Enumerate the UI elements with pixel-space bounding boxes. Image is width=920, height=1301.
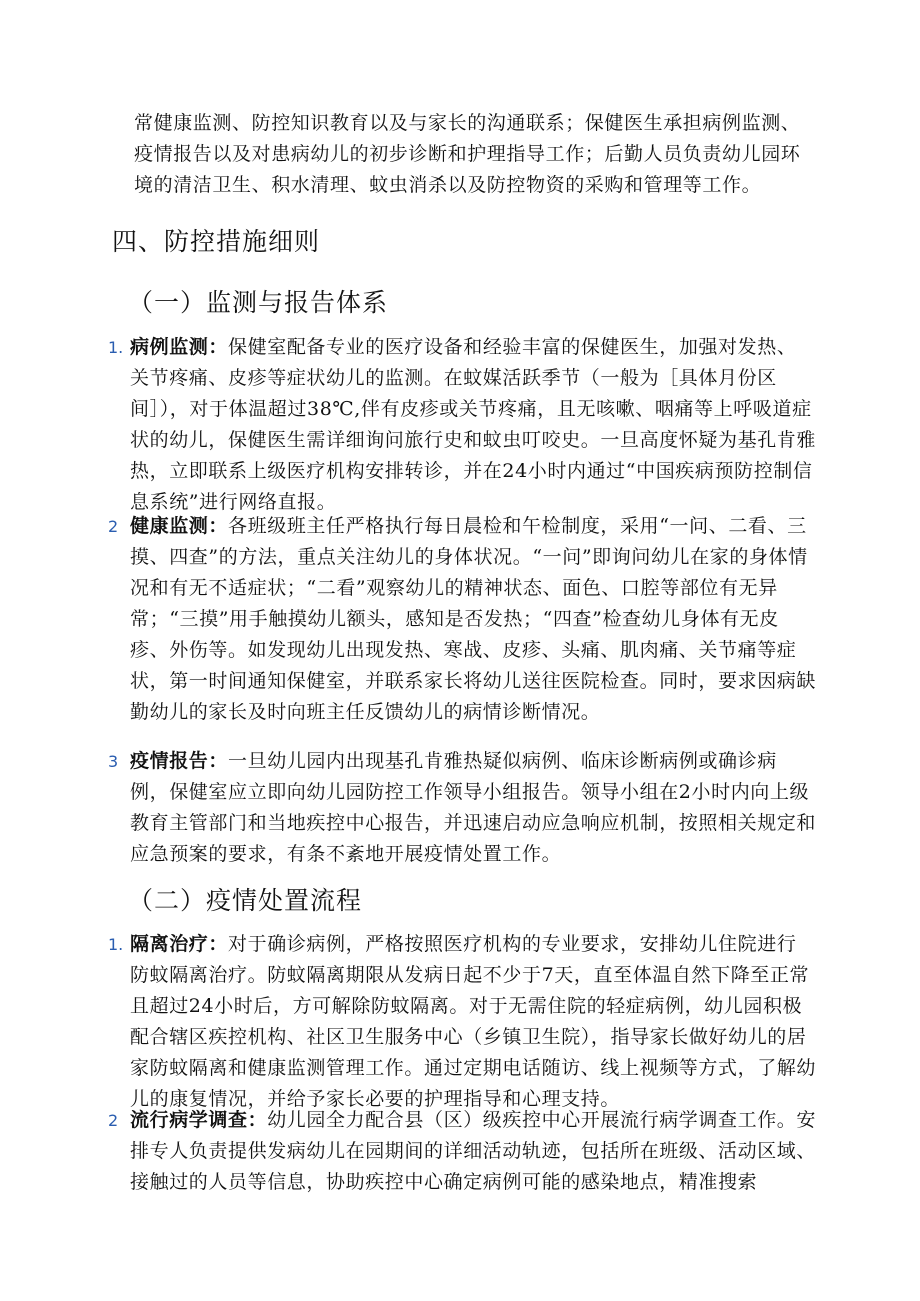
list-item-body: 幼儿园全力配合县（区）级疾控中心开展流行病学调查工作。安排专人负责提供发病幼儿在园期间的详细活动轨迹，包括所在班级、活动区域、接触过的人员等信息，协助疾控中心确定病例可能的感染地点，精准搜索 <box>130 1109 817 1193</box>
subsection-heading-1: （一）监测与报告体系 <box>128 288 389 317</box>
list-item-title: 健康监测： <box>130 515 229 537</box>
list-item-title: 隔离治疗： <box>130 933 229 955</box>
list-item-monitoring-cases <box>108 332 816 518</box>
list-number: 3 <box>108 752 119 771</box>
list-number: 1. <box>108 338 124 357</box>
list-number: 2 <box>108 1111 119 1130</box>
list-item-text <box>130 511 816 728</box>
list-item-text <box>130 332 816 518</box>
list-item-health-monitoring <box>108 511 816 728</box>
list-item-text <box>130 929 816 1115</box>
list-number: 2 <box>108 517 119 536</box>
list-item-text <box>130 746 816 870</box>
list-item-isolation-treatment <box>108 929 816 1115</box>
list-item-title: 疫情报告： <box>130 750 229 772</box>
subsection-heading-2: （二）疫情处置流程 <box>128 886 363 915</box>
list-item-title: 流行病学调查： <box>130 1109 268 1131</box>
list-item-body: 一旦幼儿园内出现基孔肯雅热疑似病例、临床诊断病例或确诊病例，保健室应立即向幼儿园防控工作领导小组报告。领导小组在2小时内向上级教育主管部门和当地疾控中心报告，并迅速启动应急响应机制，按照相关规定和应急预案的要求，有条不紊地开展疫情处置工作。 <box>130 750 817 865</box>
list-item-body: 对于确诊病例，严格按照医疗机构的专业要求，安排幼儿住院进行防蚊隔离治疗。防蚊隔离期限从发病日起不少于7天，直至体温自然下降至正常且超过24小时后，方可解除防蚊隔离。对于无需住院的轻症病例，幼儿园积极配合辖区疾控机构、社区卫生服务中心（乡镇卫生院），指导家长做好幼儿的居家防蚊隔离和健康监测管理工作。通过定期电话随访、线上视频等方式，了解幼儿的康复情况，并给予家长必要的护理指导和心理支持。 <box>130 933 817 1110</box>
list-item-epidemic-report <box>108 746 816 870</box>
list-item-body: 保健室配备专业的医疗设备和经验丰富的保健医生，加强对发热、关节疼痛、皮疹等症状幼儿的监测。在蚊媒活跃季节（一般为［具体月份区间］），对于体温超过38℃,伴有皮疹或关节疼痛，且无咳嗽、咽痛等上呼吸道症状的幼儿，保健医生需详细询问旅行史和蚊虫叮咬史。一旦高度怀疑为基孔肯雅热，立即联系上级医疗机构安排转诊，并在24小时内通过“中国疾病预防控制信息系统”进行网络直报。 <box>130 336 817 513</box>
list-item-text <box>130 1105 816 1198</box>
list-number: 1. <box>108 935 124 954</box>
intro-paragraph: 常健康监测、防控知识教育以及与家长的沟通联系；保健医生承担病例监测、疫情报告以及对患病幼儿的初步诊断和护理指导工作；后勤人员负责幼儿园环境的清洁卫生、积水清理、蚊虫消杀以及防控物资的采购和管理等工作。 <box>134 112 801 196</box>
list-item-body: 各班级班主任严格执行每日晨检和午检制度，采用“一问、二看、三摸、四查”的方法，重点关注幼儿的身体状况。“一问”即询问幼儿在家的身体情况和有无不适症状；“二看”观察幼儿的精神状态、面色、口腔等部位有无异常；“三摸”用手触摸幼儿额头，感知是否发热；“四查”检查幼儿身体有无皮疹、外伤等。如发现幼儿出现发热、寒战、皮疹、头痛、肌肉痛、关节痛等症状，第一时间通知保健室，并联系家长将幼儿送往医院检查。同时，要求因病缺勤幼儿的家长及时向班主任反馈幼儿的病情诊断情况。 <box>130 515 817 723</box>
list-item-title: 病例监测： <box>130 336 229 358</box>
section-heading: 四、防控措施细则 <box>112 227 321 256</box>
list-item-epidemiological-survey <box>108 1105 816 1198</box>
